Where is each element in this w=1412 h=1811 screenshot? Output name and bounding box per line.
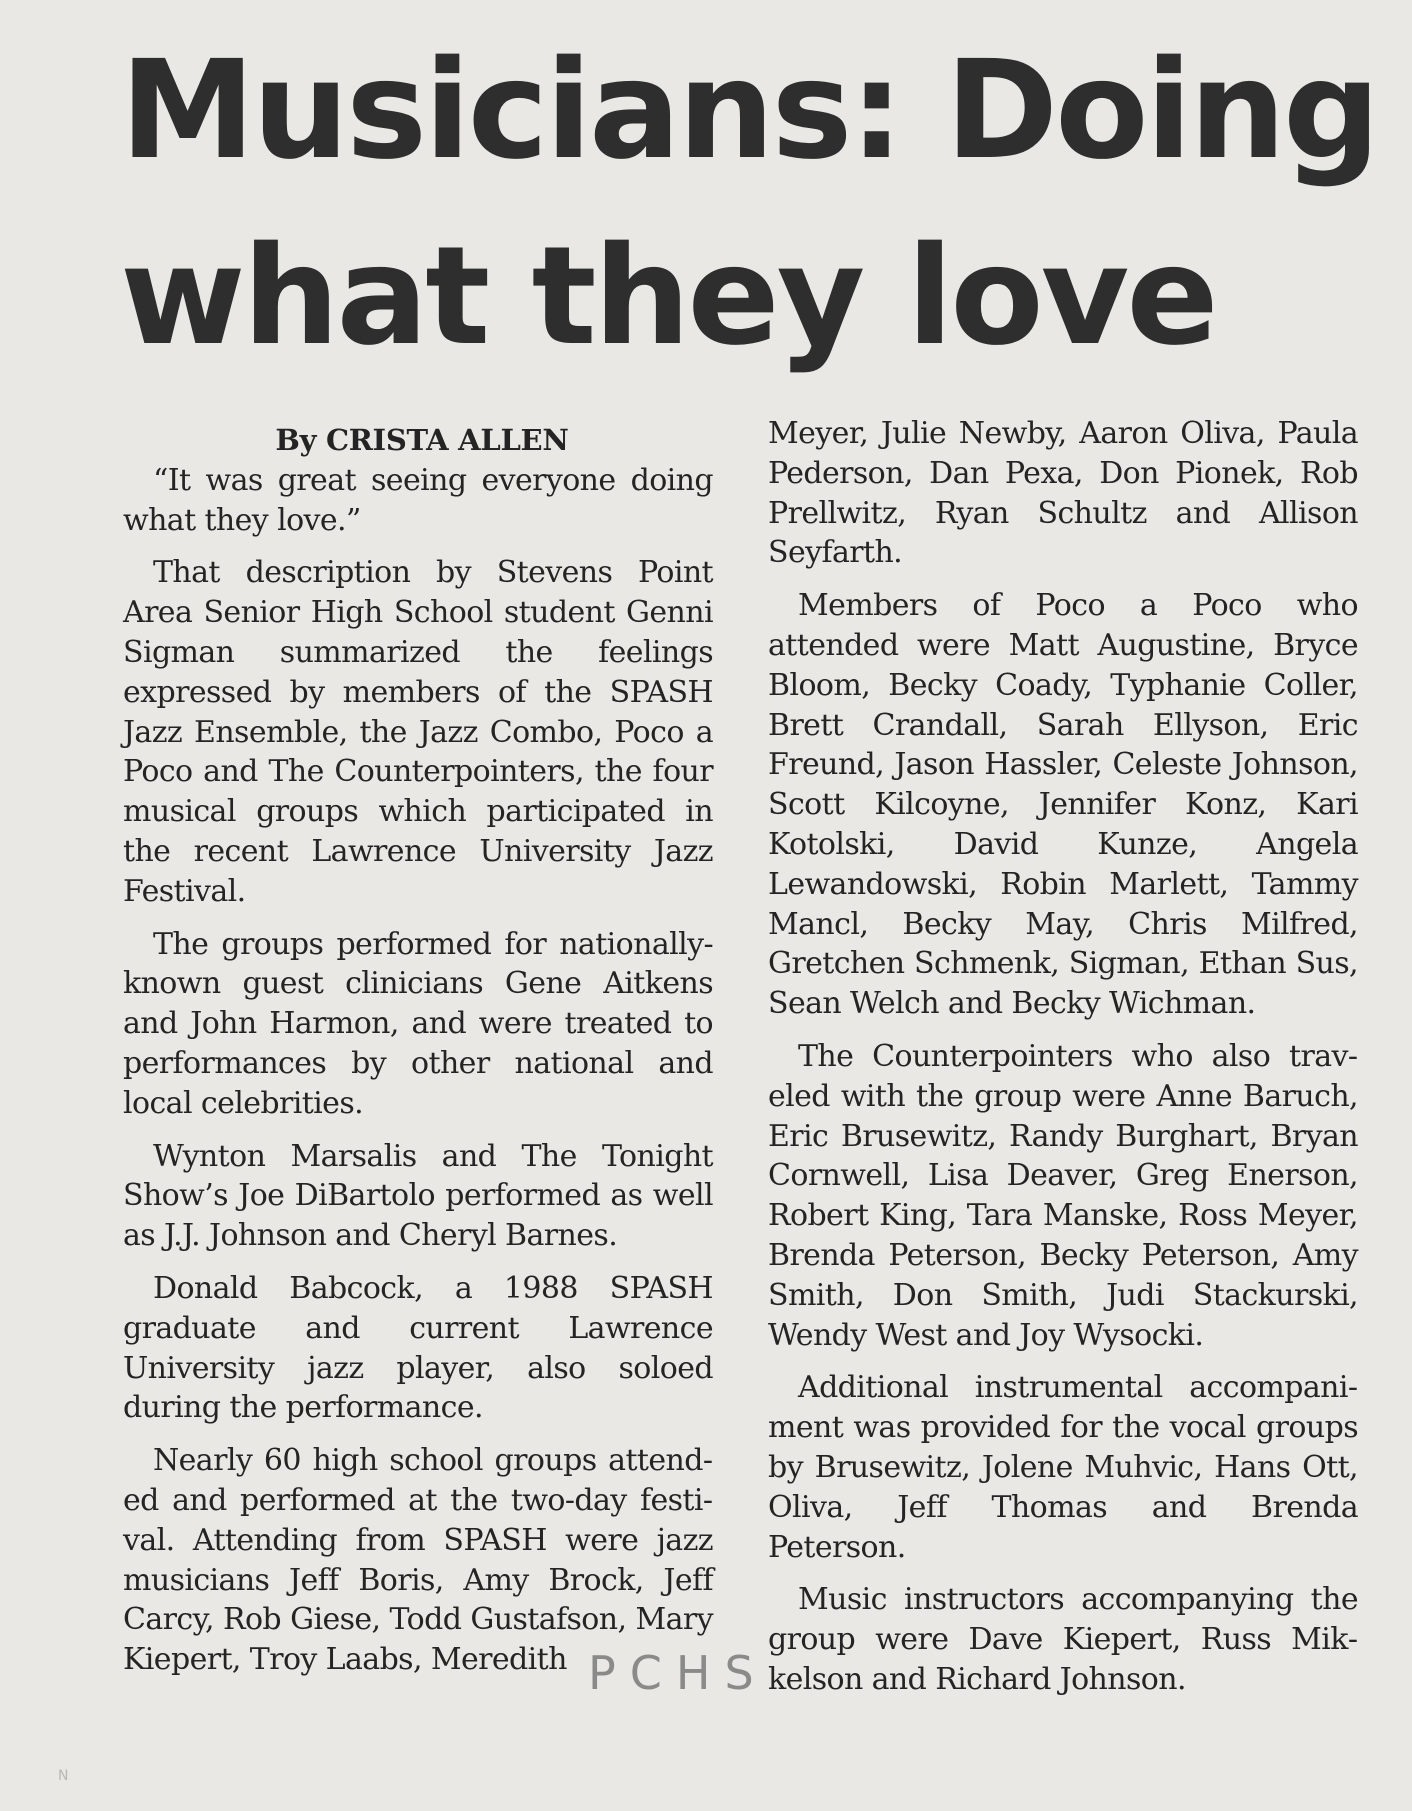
article-paragraph-continued: Meyer, Julie Newby, Aaron Oliva, Paula Pederson, Dan Pexa, Don Pionek, Rob Prellwitz, Ryan Schultz and Allison Seyfarth. xyxy=(768,416,1358,571)
article-paragraph: The Counterpointers who also traveled with the group were Anne Baruch, Eric Brusewitz, Randy Burghart, Bryan Cornwell, Lisa Deaver, Greg Enerson, Robert King, Tara Manske, Ross Meyer, Brenda Peterson, Becky Peterson, Amy Smith, Don Smith, Judi Stackurski, Wendy West and Joy Wysocki. xyxy=(768,1038,1358,1353)
article-paragraph: “It was great seeing everyone doing what they love.” xyxy=(123,462,713,538)
article-paragraph: That description by Stevens Point Area Senior High School student Genni Sigman summarized the feelings expressed by members of the SPASH Jazz Ensemble, the Jazz Combo, Poco a Poco and The Counterpointers, the four musical groups which participated in the recent Lawrence University Jazz Festival. xyxy=(123,555,713,909)
article-paragraph: The groups performed for nationally-known guest clinicians Gene Aitkens and John Harmon, and were treated to performances by other national and local celebrities. xyxy=(123,926,713,1121)
article-paragraph: Members of Poco a Poco who attended were Matt Augustine, Bryce Bloom, Becky Coady, Typhanie Coller, Brett Crandall, Sarah Ellyson, Eric Freund, Jason Hassler, Celeste Johnson, Scott Kilcoyne, Jennifer Konz, Kari Kotolski, David Kunze, Angela Lewandowski, Robin Marlett, Tammy Mancl, Becky May, Chris Milfred, Gretchen Schmenk, Sigman, Ethan Sus, Sean Welch and Becky Wichman. xyxy=(768,588,1358,1022)
pchs-watermark: PCHS xyxy=(588,1646,768,1700)
right-column xyxy=(768,414,1358,1713)
corner-mark: N xyxy=(58,1768,69,1784)
headline-line-2: what they love xyxy=(120,218,1216,376)
left-column xyxy=(123,421,713,1693)
article-paragraph: Music instructors accompanying the group were Dave Kiepert, Russ Mikkelson and Richard Johnson. xyxy=(768,1582,1358,1697)
article-paragraph: Additional instrumental accompaniment was provided for the vocal groups by Brusewitz, Jolene Muhvic, Hans Ott, Oliva, Jeff Thomas and Brenda Peterson. xyxy=(768,1370,1358,1565)
headline xyxy=(120,18,1378,390)
byline: By CRISTA ALLEN xyxy=(275,423,569,457)
article-paragraph: Nearly 60 high school groups attended and performed at the two-day festival. Attending from SPASH were jazz musicians Jeff Boris, Amy Brock, Jeff Carcy, Rob Giese, Todd Gustafson, Mary Kiepert, Troy Laabs, Meredith xyxy=(123,1443,713,1678)
article-paragraph: Donald Babcock, a 1988 SPASH graduate and current Lawrence University jazz player, also soloed during the performance. xyxy=(123,1270,713,1426)
article-paragraph: Wynton Marsalis and The Tonight Show’s Joe DiBartolo performed as well as J.J. Johnson and Cheryl Barnes. xyxy=(123,1138,713,1254)
headline-line-1: Musicians: Doing xyxy=(120,32,1378,190)
